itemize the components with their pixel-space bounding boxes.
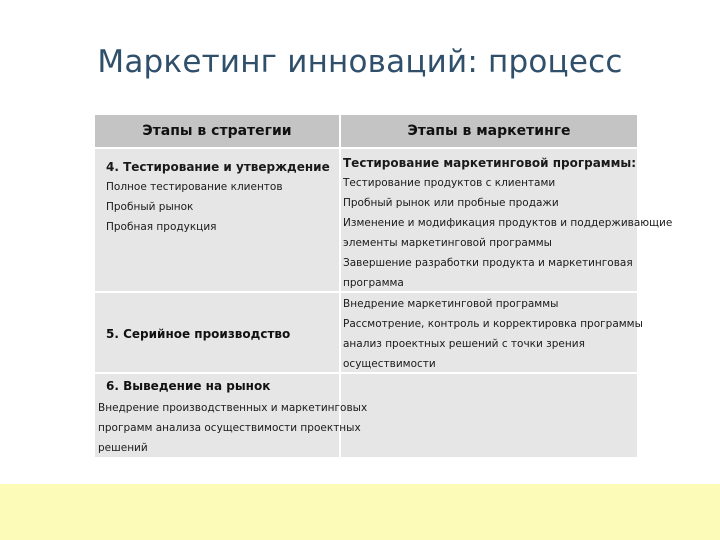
stage-title: 5. Серийное производство bbox=[106, 327, 291, 341]
stage-title: Тестирование маркетинговой программы: bbox=[343, 156, 637, 170]
row-4-marketing-cell bbox=[343, 153, 672, 293]
list-item: Завершение разработки продукта и маркетинговая bbox=[343, 257, 633, 269]
footer-band bbox=[0, 484, 720, 540]
list-item: решений bbox=[98, 442, 148, 454]
row-6-strategy-cell bbox=[98, 398, 367, 458]
row-5-marketing-cell bbox=[343, 294, 643, 374]
list-item: элементы маркетинговой программы bbox=[343, 237, 552, 249]
list-item: Полное тестирование клиентов bbox=[106, 181, 283, 193]
list-item: Внедрение маркетинговой программы bbox=[343, 298, 559, 310]
list-item: Пробная продукция bbox=[106, 221, 217, 233]
list-item: Изменение и модификация продуктов и поддерживающие bbox=[343, 217, 673, 229]
list-item: анализ проектных решений с точки зрения bbox=[343, 338, 585, 350]
list-item: осуществимости bbox=[343, 358, 436, 370]
slide-title: Маркетинг инноваций: процесс bbox=[97, 44, 623, 80]
list-item: программа bbox=[343, 277, 404, 289]
stage-title: 6. Выведение на рынок bbox=[106, 379, 271, 393]
process-table bbox=[95, 115, 673, 457]
column-header-marketing: Этапы в маркетинге bbox=[341, 115, 637, 147]
list-item: Тестирование продуктов с клиентами bbox=[343, 177, 556, 189]
list-item: Рассмотрение, контроль и корректировка программы bbox=[343, 318, 643, 330]
column-header-strategy: Этапы в стратегии bbox=[95, 115, 339, 147]
list-item: Пробный рынок bbox=[106, 201, 194, 213]
list-item: программ анализа осуществимости проектных bbox=[98, 422, 361, 434]
stage-title: 4. Тестирование и утверждение bbox=[106, 160, 330, 174]
row-divider bbox=[95, 147, 637, 149]
list-item: Пробный рынок или пробные продажи bbox=[343, 197, 559, 209]
row-4-strategy-cell bbox=[106, 157, 330, 237]
list-item: Внедрение производственных и маркетинговых bbox=[98, 402, 368, 414]
